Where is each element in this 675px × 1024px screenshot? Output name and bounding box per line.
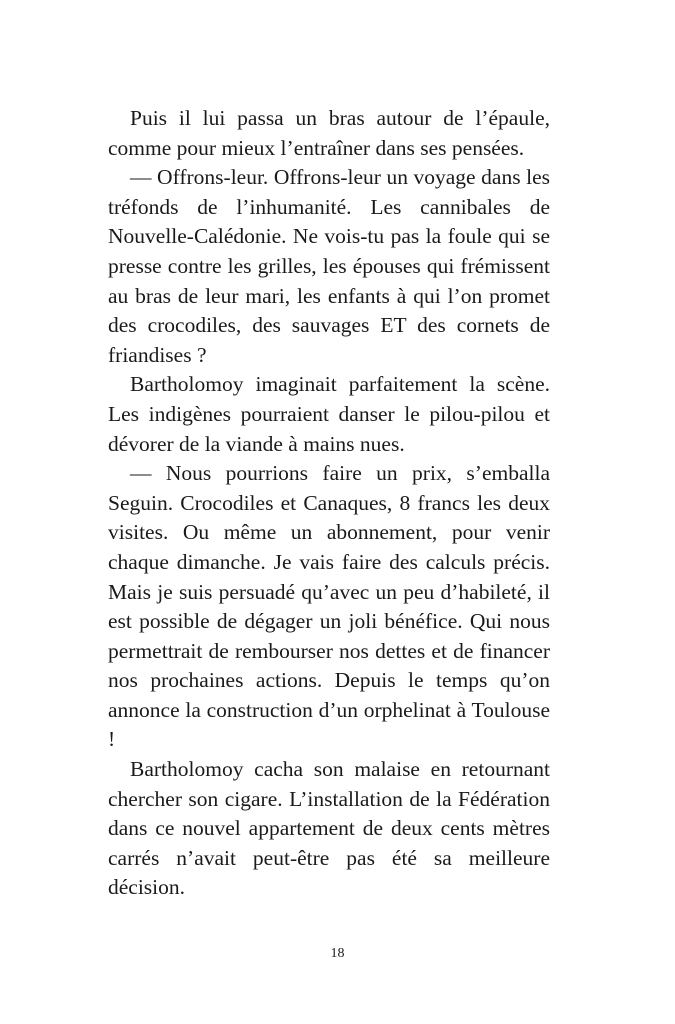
paragraph-5: Bartholomoy cacha son malaise en retournant chercher son cigare. L’installation de la Fédération dans ce nouvel appartement de deux cents mètres carrés n’avait peut-être pas été sa meilleure décision. <box>108 757 550 900</box>
page-number: 18 <box>330 946 345 961</box>
paragraph-2: — Offrons-leur. Offrons-leur un voyage dans les tréfonds de l’inhumanité. Les cannibales de Nouvelle-Calédonie. Ne vois-tu pas la foule qui se presse contre les grilles, les épouses qui frémissent au bras de leur mari, les enfants à qui l’on promet des crocodiles, des sauvages ET des cornets de friandises ? <box>108 165 550 367</box>
body-text <box>108 104 550 903</box>
paragraph-1: Puis il lui passa un bras autour de l’épaule, comme pour mieux l’entraîner dans ses pensées. <box>108 106 550 160</box>
paragraph-3: Bartholomoy imaginait parfaitement la scène. Les indigènes pourraient danser le pilou-pilou et dévorer de la viande à mains nues. <box>108 372 550 456</box>
paragraph-4: — Nous pourrions faire un prix, s’emballa Seguin. Crocodiles et Canaques, 8 francs les deux visites. Ou même un abonnement, pour venir chaque dimanche. Je vais faire des calculs précis. Mais je suis persuadé qu’avec un peu d’habileté, il est possible de dégager un joli bénéfice. Qui nous permettrait de rembourser nos dettes et de financer nos prochaines actions. Depuis le temps qu’on annonce la construction d’un orphelinat à Toulouse ! <box>108 461 550 752</box>
